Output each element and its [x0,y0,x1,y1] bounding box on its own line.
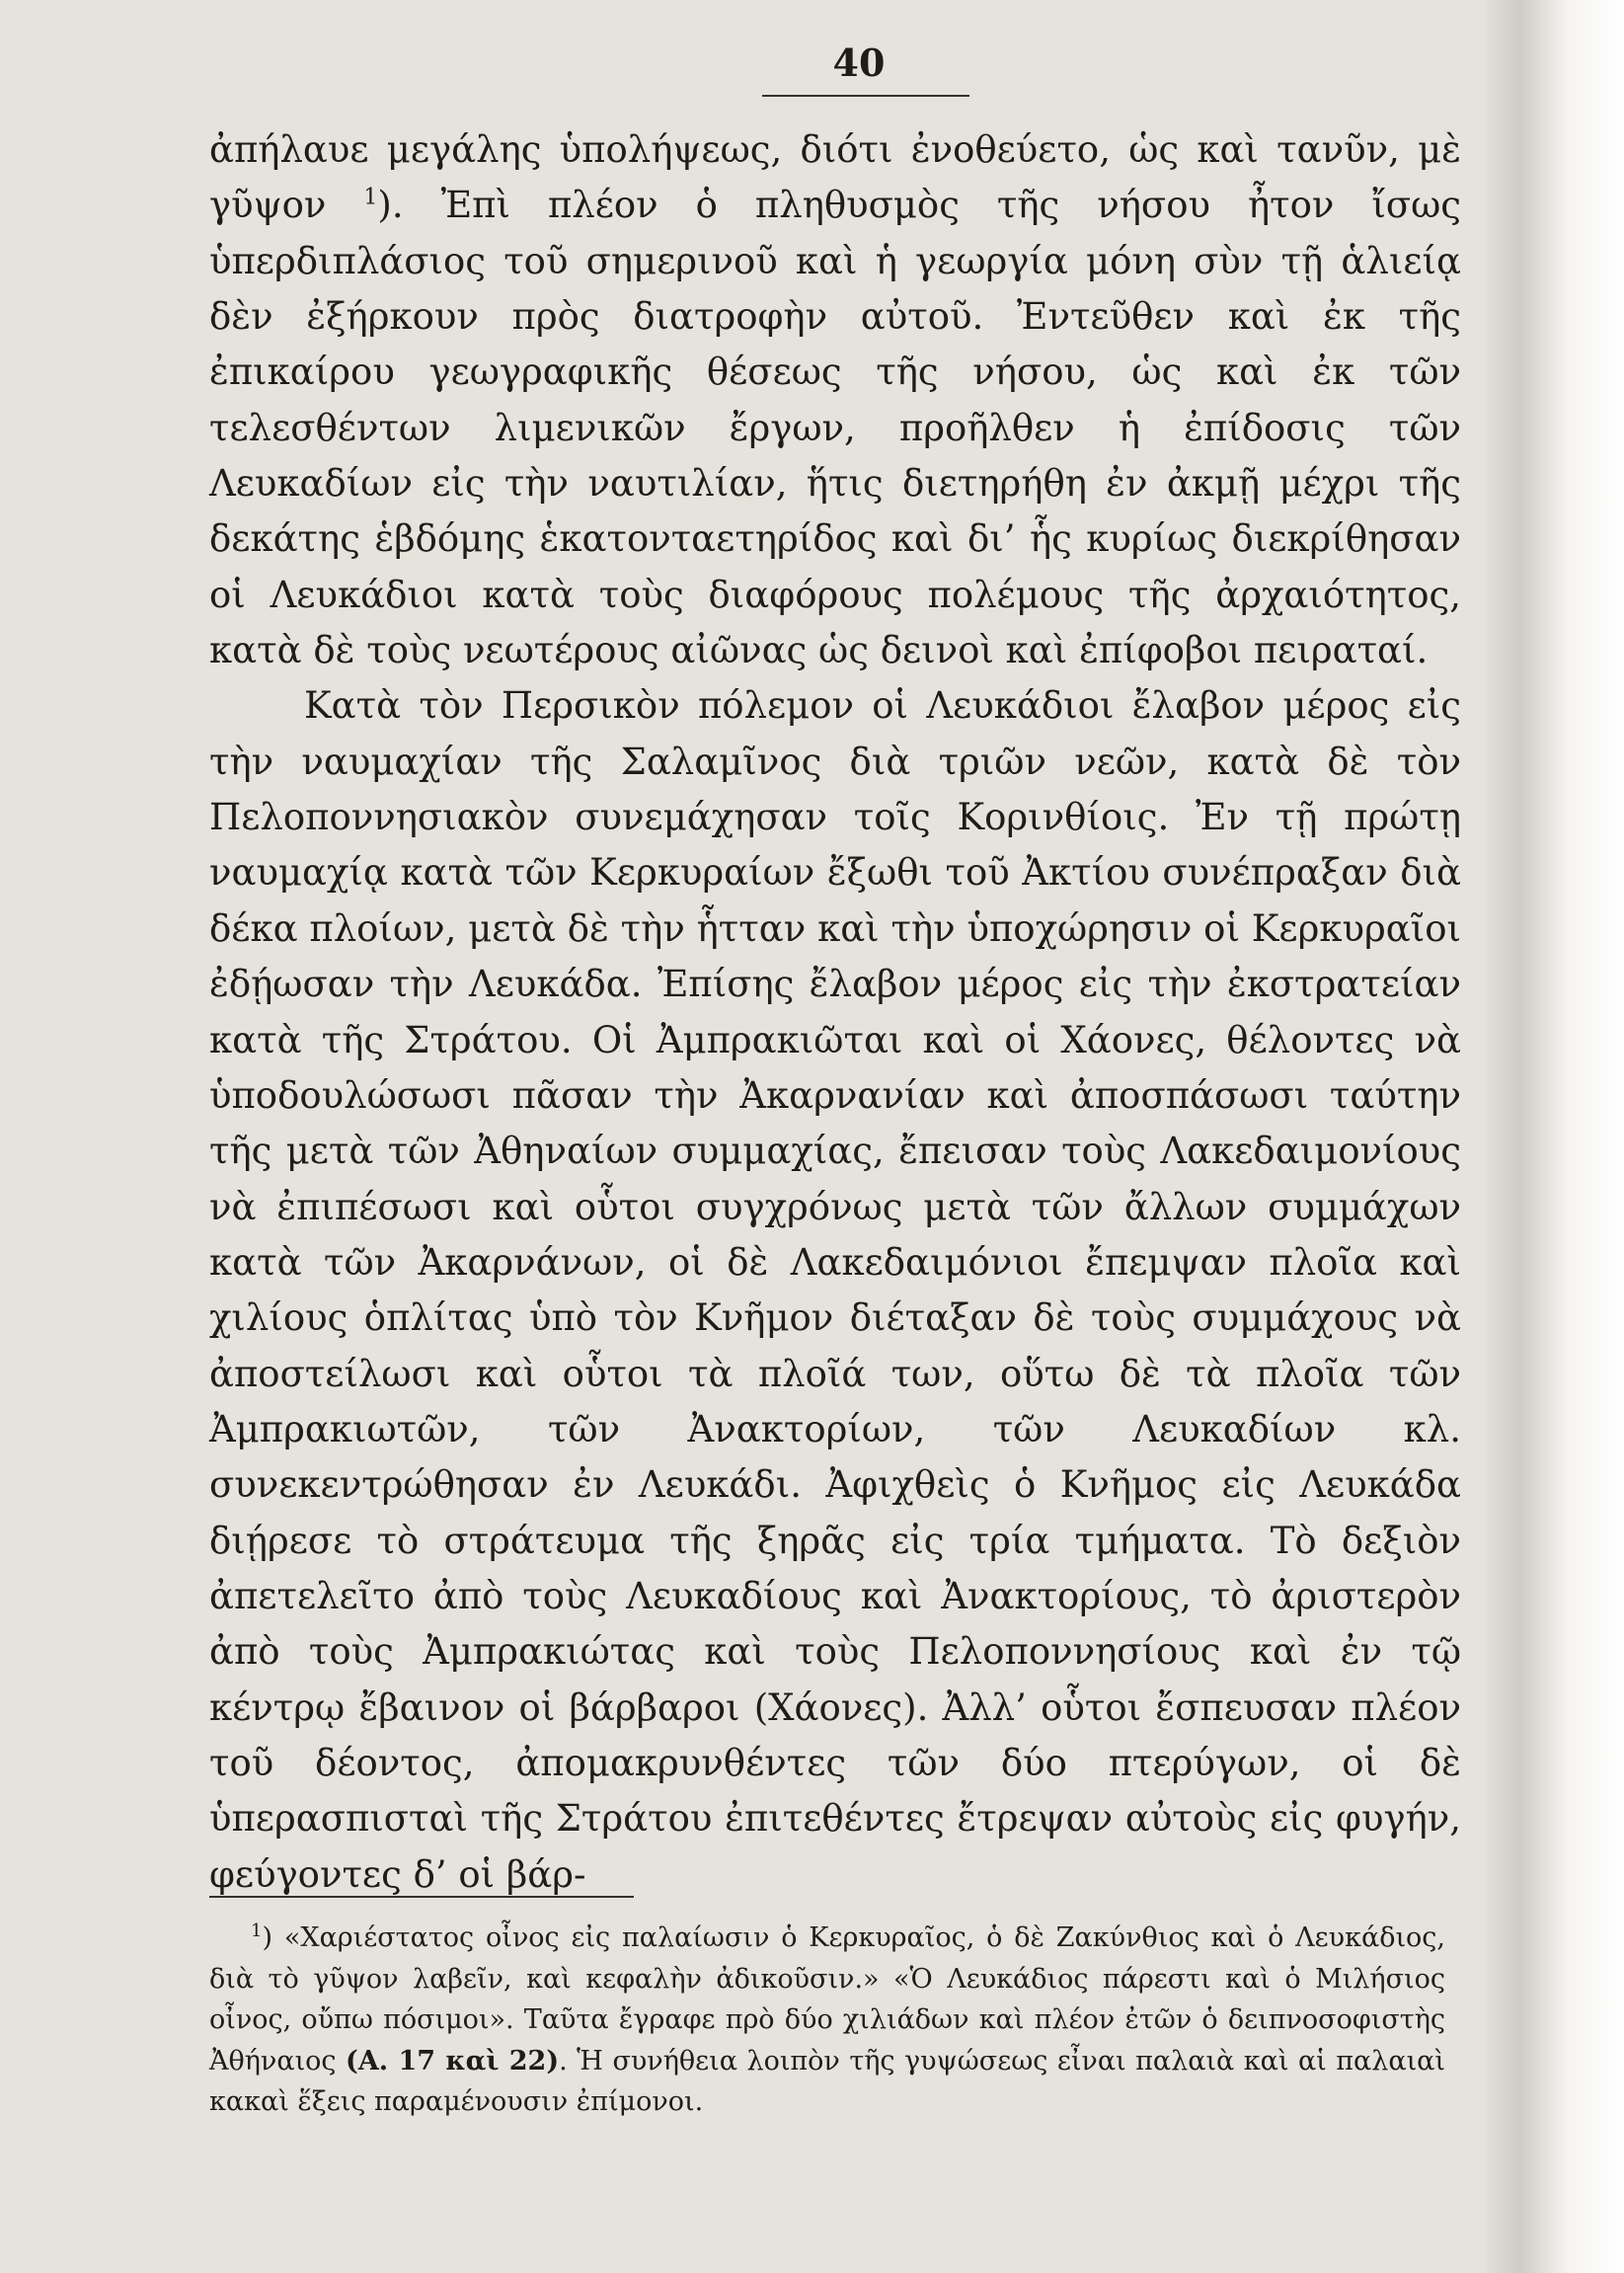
paragraph-1-text-start: ἀπήλαυε μεγάλης ὑπολήψεως, διότι ἐνοθεύετο, ὡς καὶ τανῦν, μὲ γῦψον [209,128,1461,227]
page-edge-shadow [1486,0,1624,2273]
paragraph-1 [209,122,1461,678]
footnote-1-text-end: . Ἡ συνήθεια λοιπὸν τῆς γυψώσεως εἶναι παλαιὰ καὶ αἱ παλαιαὶ κακαὶ ἕξεις παραμένουσιν ἐπίμονοι. [209,2045,1445,2117]
footnote-1-text-start: ) «Χαριέστατος οἶνος εἰς παλαίωσιν ὁ Κερκυραῖος, ὁ δὲ Ζακύνθιος καὶ ὁ Λευκάδιος, διὰ τὸ γῦψον λαβεῖν, καὶ κεφαλὴν ἀδικοῦσιν.» «Ὁ Λευκάδιος πάρεστι καὶ ὁ Μιλήσιος οἶνος, οὔπω πόσιμοι». Ταῦτα ἔγραφε πρὸ δύο χιλιάδων καὶ πλέον ἐτῶν ὁ δειπνοσοφιστὴς Ἀθήναιος [209,1922,1445,2077]
header-rule [762,95,969,97]
paragraph-2: Κατὰ τὸν Περσικὸν πόλεμον οἱ Λευκάδιοι ἔλαβον μέρος εἰς τὴν ναυμαχίαν τῆς Σαλαμῖνος διὰ τριῶν νεῶν, κατὰ δὲ τὸν Πελοποννησιακὸν συνεμάχησαν τοῖς Κορινθίοις. Ἐν τῇ πρώτῃ ναυμαχίᾳ κατὰ τῶν Κερκυραίων ἔξωθι τοῦ Ἀκτίου συνέπραξαν διὰ δέκα πλοίων, μετὰ δὲ τὴν ἧτταν καὶ τὴν ὑποχώρησιν οἱ Κερκυραῖοι ἐδῄωσαν τὴν Λευκάδα. Ἐπίσης ἔλαβον μέρος εἰς τὴν ἐκστρατείαν κατὰ τῆς Στράτου. Οἱ Ἀμπρακιῶται καὶ οἱ Χάονες, θέλοντες νὰ ὑποδουλώσωσι πᾶσαν τὴν Ἀκαρνανίαν καὶ ἀποσπάσωσι ταύτην τῆς μετὰ τῶν Ἀθηναίων συμμαχίας, ἔπεισαν τοὺς Λακεδαιμονίους νὰ ἐπιπέσωσι καὶ οὗτοι συγχρόνως μετὰ τῶν ἄλλων συμμάχων κατὰ τῶν Ἀκαρνάνων, οἱ δὲ Λακεδαιμόνιοι ἔπεμψαν πλοῖα καὶ χιλίους ὁπλίτας ὑπὸ τὸν Κνῆμον διέταξαν δὲ τοὺς συμμάχους νὰ ἀποστείλωσι καὶ οὗτοι τὰ πλοῖά των, οὕτω δὲ τὰ πλοῖα τῶν Ἀμπρακιωτῶν, τῶν Ἀνακτορίων, τῶν Λευκαδίων κλ. συνεκεντρώθησαν ἐν Λευκάδι. Ἀφιχθεὶς ὁ Κνῆμος εἰς Λευκάδα διῄρεσε τὸ στράτευμα τῆς ξηρᾶς εἰς τρία τμήματα. Τὸ δεξιὸν ἀπετελεῖτο ἀπὸ τοὺς Λευκαδίους καὶ Ἀνακτορίους, τὸ ἀριστερὸν ἀπὸ τοὺς Ἀμπρακιώτας καὶ τοὺς Πελοποννησίους καὶ ἐν τῷ κέντρῳ ἔβαινον οἱ βάρβαροι (Χάονες). Ἀλλ’ οὗτοι ἔσπευσαν πλέον τοῦ δέοντος, ἀπομακρυνθέντες τῶν δύο πτερύγων, οἱ δὲ ὑπερασπισταὶ τῆς Στράτου ἐπιτεθέντες ἔτρεψαν αὐτοὺς εἰς φυγήν, φεύγοντες δ’ οἱ βάρ- [209,684,1461,1896]
footnote-1 [209,1918,1445,2123]
paragraph-1-text-end: ). Ἐπὶ πλέον ὁ πληθυσμὸς τῆς νήσου ἦτον ἴσως ὑπερδιπλάσιος τοῦ σημερινοῦ καὶ ἡ γεωργία μόνη σὺν τῇ ἁλιείᾳ δὲν ἐξήρκουν πρὸς διατροφὴν αὐτοῦ. Ἐντεῦθεν καὶ ἐκ τῆς ἐπικαίρου γεωγραφικῆς θέσεως τῆς νήσου, ὡς καὶ ἐκ τῶν τελεσθέντων λιμενικῶν ἔργων, προῆλθεν ἡ ἐπίδοσις τῶν Λευκαδίων εἰς τὴν ναυτιλίαν, ἥτις διετηρήθη ἐν ἀκμῇ μέχρι τῆς δεκάτης ἑβδόμης ἑκατονταετηρίδος καὶ δι’ ἧς κυρίως διεκρίθησαν οἱ Λευκάδιοι κατὰ τοὺς διαφόρους πολέμους τῆς ἀρχαιότητος, κατὰ δὲ τοὺς νεωτέρους αἰῶνας ὡς δεινοὶ καὶ ἐπίφοβοι πειραταί. [209,184,1462,672]
footnote-1-citation: (Α. 17 καὶ 22) [346,2045,560,2077]
footnote-mark-1: 1 [251,1920,263,1941]
page-number: 40 [832,40,886,85]
footnotes [209,1918,1445,2123]
main-text [209,122,1461,1903]
footnote-rule [209,1896,634,1898]
footnote-reference-1: 1 [363,186,378,211]
